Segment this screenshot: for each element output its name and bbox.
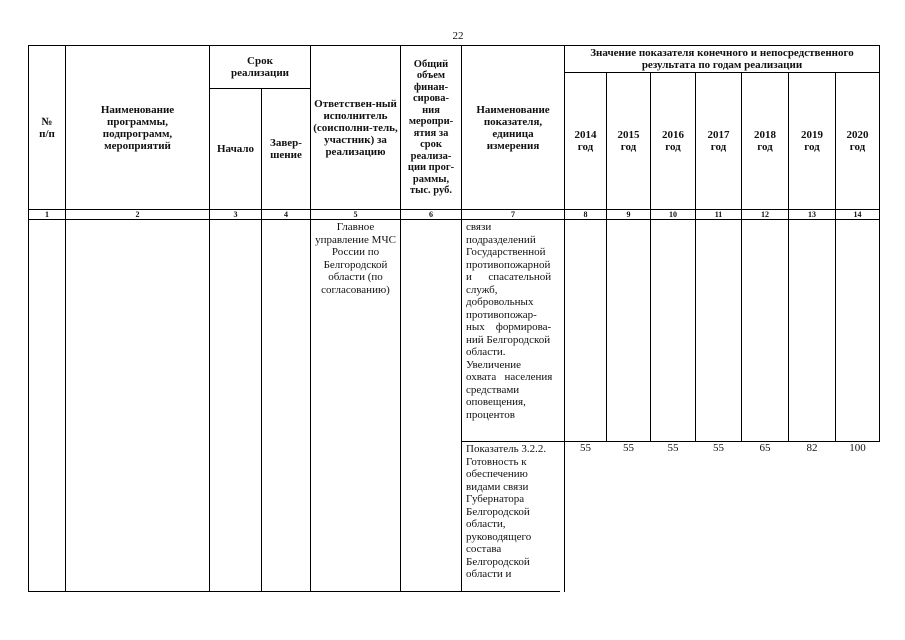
indicator-line: противопожарной: [466, 258, 551, 271]
indicator-line: Белгородской: [466, 505, 530, 518]
value-2014: 55: [580, 442, 591, 454]
colnum-6: 6: [429, 210, 433, 219]
colnum-14: 14: [853, 210, 862, 219]
header-year-2016: 2016 год: [662, 129, 684, 153]
indicator-line: Показатель 3.2.2.: [466, 443, 547, 455]
colnum-2: 2: [135, 210, 140, 219]
header-year-2015: 2015 год: [617, 129, 640, 153]
indicator-continuation: [466, 221, 562, 421]
header-values: Значение показателя конечного и непосредственного результата по годам реализации: [590, 47, 854, 71]
colnum-4: 4: [284, 210, 288, 219]
indicator-line: области и: [466, 568, 512, 580]
indicator-line: области,: [466, 518, 506, 530]
value-2017: 55: [713, 442, 724, 454]
indicator-line: Государственной: [466, 246, 546, 258]
indicator-line: противопожар-: [466, 308, 537, 321]
header-name: Наименование программы, подпрограмм, мероприятий: [100, 103, 175, 152]
header-term: Срок реализации: [230, 55, 290, 79]
header-responsible: Ответствен-ный исполнитель (соисполни-тель, участник) за реализацию: [313, 97, 398, 158]
colnum-1: 1: [45, 210, 49, 219]
responsible-executor: Главное управление МЧС России по Белгородской области (по согласованию): [315, 221, 396, 296]
indicator-line: подразделений: [466, 233, 536, 246]
header-year-2019: 2019 год: [801, 129, 823, 153]
header-year-2018: 2018 год: [754, 129, 776, 153]
indicator-line: Увеличение: [466, 358, 522, 371]
indicator-line: видами связи: [466, 480, 529, 493]
header-indicator: Наименование показателя, единица измерения: [476, 103, 550, 152]
indicator-line: области.: [466, 346, 506, 358]
colnum-9: 9: [626, 210, 631, 219]
indicator-line: охвата населения: [466, 371, 553, 383]
header-num: № п/п: [39, 115, 55, 140]
indicator-line: Белгородской: [466, 555, 530, 568]
header-year-2020: 2020 год: [846, 129, 869, 153]
indicator-line: ных формирова-: [466, 321, 552, 333]
colnum-5: 5: [353, 210, 358, 219]
colnum-8: 8: [583, 210, 588, 219]
value-2018: 65: [759, 442, 771, 454]
indicator-3-2-2: [466, 443, 562, 581]
indicator-line: служб,: [466, 283, 498, 296]
colnum-12: 12: [761, 210, 769, 219]
indicator-line: добровольных: [466, 296, 534, 308]
indicator-line: обеспечению: [466, 468, 528, 480]
indicator-line: связи: [466, 221, 492, 233]
header-end: Завер-шение: [270, 137, 302, 161]
colnum-10: 10: [669, 210, 677, 219]
indicator-line: средствами: [466, 383, 520, 396]
header-start: Начало: [216, 143, 255, 155]
colnum-11: 11: [714, 210, 723, 219]
value-2019: 82: [806, 442, 818, 454]
page-number: 22: [452, 30, 464, 42]
indicator-line: Готовность к: [466, 455, 527, 468]
colnum-7: 7: [511, 210, 515, 219]
value-2016: 55: [667, 442, 679, 454]
header-year-2014: 2014 год: [574, 129, 597, 153]
colnum-3: 3: [233, 210, 238, 219]
indicator-line: и спасательной: [466, 271, 552, 283]
indicator-line: процентов: [466, 408, 515, 421]
indicator-line: состава: [466, 543, 502, 555]
colnum-13: 13: [808, 210, 816, 219]
indicator-line: руководящего: [466, 530, 532, 543]
value-2020: 100: [849, 442, 866, 454]
indicator-line: оповещения,: [466, 396, 526, 408]
value-2015: 55: [623, 442, 634, 454]
header-financing: Общий объем финан-сирова-ния меропри-ятия за срок реализа-ции прог-раммы, тыс. руб.: [407, 58, 455, 196]
indicator-line: Губернатора: [466, 493, 525, 505]
indicator-line: ний Белгородской: [466, 333, 551, 346]
header-year-2017: 2017 год: [707, 129, 730, 153]
